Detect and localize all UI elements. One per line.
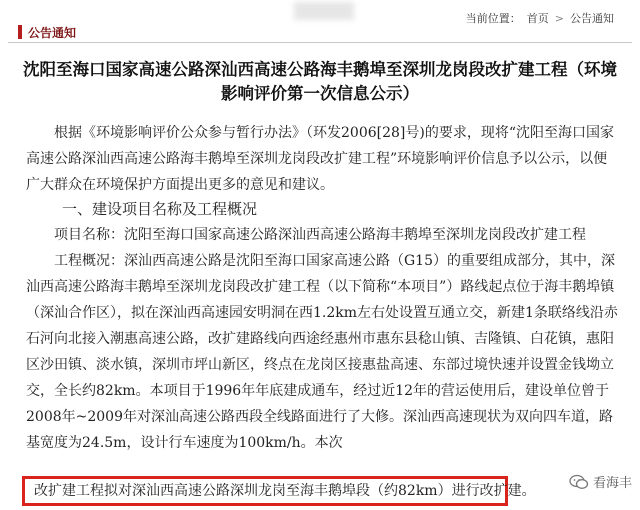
intro-paragraph: 根据《环境影响评价公众参与暂行办法》（环发2006[28]号)的要求，现将“沈阳至海口国家高速公路深汕西高速公路海丰鹅埠至深圳龙岗段改扩建工程”环境影响评价信息予以公示，以便广大群众在环境保护方面提出更多的意见和建议。 [26, 125, 614, 193]
blurred-region [294, 2, 354, 20]
breadcrumb-separator: > [554, 11, 564, 25]
watermark-text: 看海丰 [592, 476, 632, 491]
top-bar [8, 0, 632, 43]
breadcrumb [466, 10, 614, 26]
watermark [569, 472, 632, 491]
highlighted-sentence: 改扩建工程拟对深汕西高速公路深圳龙岗至海丰鹅埠段（约82km）进行改扩建。 [34, 483, 536, 499]
breadcrumb-current-link[interactable]: 公告通知 [570, 12, 614, 25]
article-title: 沈阳至海口国家高速公路深汕西高速公路海丰鹅埠至深圳龙岗段改扩建工程（环境影响评价第一次信息公示） [23, 60, 617, 103]
breadcrumb-prefix: 当前位置： [465, 12, 521, 25]
project-name-paragraph: 项目名称：沈阳至海口国家高速公路深汕西高速公路海丰鹅埠至深圳龙岗段改扩建工程 [54, 227, 586, 243]
section-tab[interactable] [18, 22, 76, 42]
wechat-icon [569, 474, 589, 490]
section-label: 公告通知 [28, 25, 77, 40]
overview-paragraph: 工程概况：深汕西高速公路是沈阳至海口国家高速公路（G15）的重要组成部分，其中，深汕西高速公路海丰鹅埠至深圳龙岗段改扩建工程（以下简称“本项目”）路线起点位于海丰鹅埠镇（深汕合作区），拟在深汕西高速园安明洞在西1.2km左右处设置互通立交，新建1条联络线沿赤石河向北接入潮惠高速公路，改扩建路线向西途经惠州市惠东县稔山镇、吉隆镇、白花镇，惠阳区沙田镇、淡水镇，深圳市坪山新区，终点在龙岗区接惠盐高速、东部过境快速并设置金钱坳立交，全长约82km。本项目于1996年年底建成通车，经过近12年的营运使用后，建设单位曾于2008年~2009年对深汕高速公路西段全线路面进行了大修。深汕西高速现状为双向四车道，路基宽度为24.5m，设计行车速度为100km/h。本次 [26, 253, 618, 451]
section-heading: 一、建设项目名称及工程概况 [62, 200, 258, 218]
breadcrumb-home-link[interactable]: 首页 [526, 12, 549, 25]
section-marker [18, 25, 22, 39]
